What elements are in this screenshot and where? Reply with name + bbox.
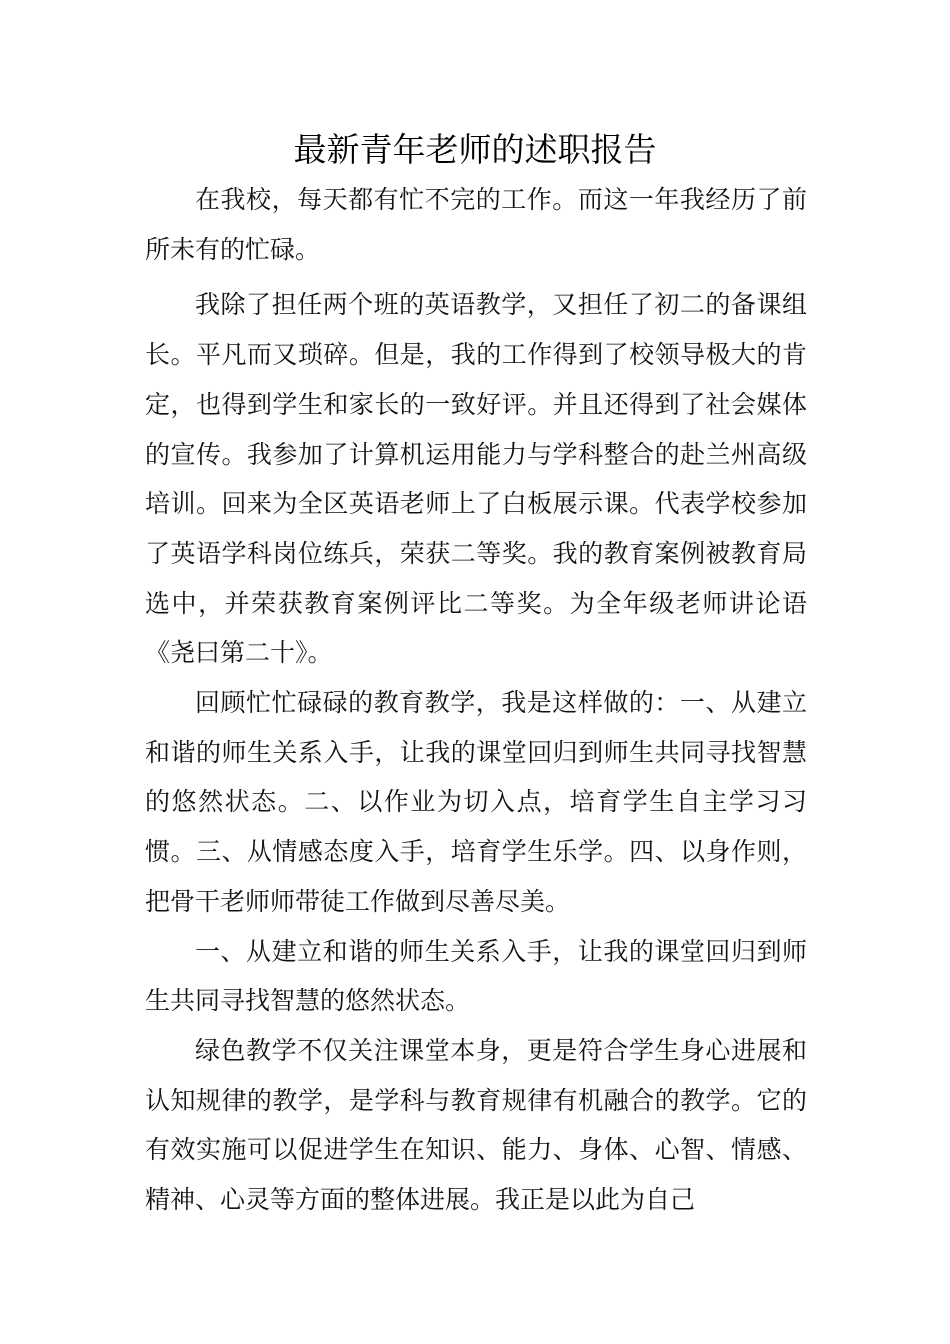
paragraph-3: 回顾忙忙碌碌的教育教学，我是这样做的：一、从建立和谐的师生关系入手，让我的课堂回归到师生共同寻找智慧的悠然状态。二、以作业为切入点，培育学生自主学习习惯。三、从情感态度入手，培育学生乐学。四、以身作则，把骨干老师师带徒工作做到尽善尽美。 bbox=[145, 688, 807, 916]
paragraph-1: 在我校，每天都有忙不完的工作。而这一年我经历了前所未有的忙碌。 bbox=[145, 185, 807, 264]
paragraph-5: 绿色教学不仅关注课堂本身，更是符合学生身心进展和认知规律的教学，是学科与教育规律有机融合的教学。它的有效实施可以促进学生在知识、能力、身体、心智、情感、精神、心灵等方面的整体进展。我正是以此为自己 bbox=[145, 1035, 807, 1215]
paragraph-4: 一、从建立和谐的师生关系入手，让我的课堂回归到师生共同寻找智慧的悠然状态。 bbox=[145, 936, 807, 1016]
paragraph-2: 我除了担任两个班的英语教学，又担任了初二的备课组长。平凡而又琐碎。但是，我的工作得到了校领导极大的肯定，也得到学生和家长的一致好评。并且还得到了社会媒体的宣传。我参加了计算机运用能力与学科整合的赴兰州高级培训。回来为全区英语老师上了白板展示课。代表学校参加了英语学科岗位练兵，荣获二等奖。我的教育案例被教育局选中，并荣获教育案例评比二等奖。为全年级老师讲论语《尧曰第二十》。 bbox=[145, 290, 807, 668]
document-title: 最新青年老师的述职报告 bbox=[293, 130, 657, 169]
document-body bbox=[145, 175, 807, 1225]
